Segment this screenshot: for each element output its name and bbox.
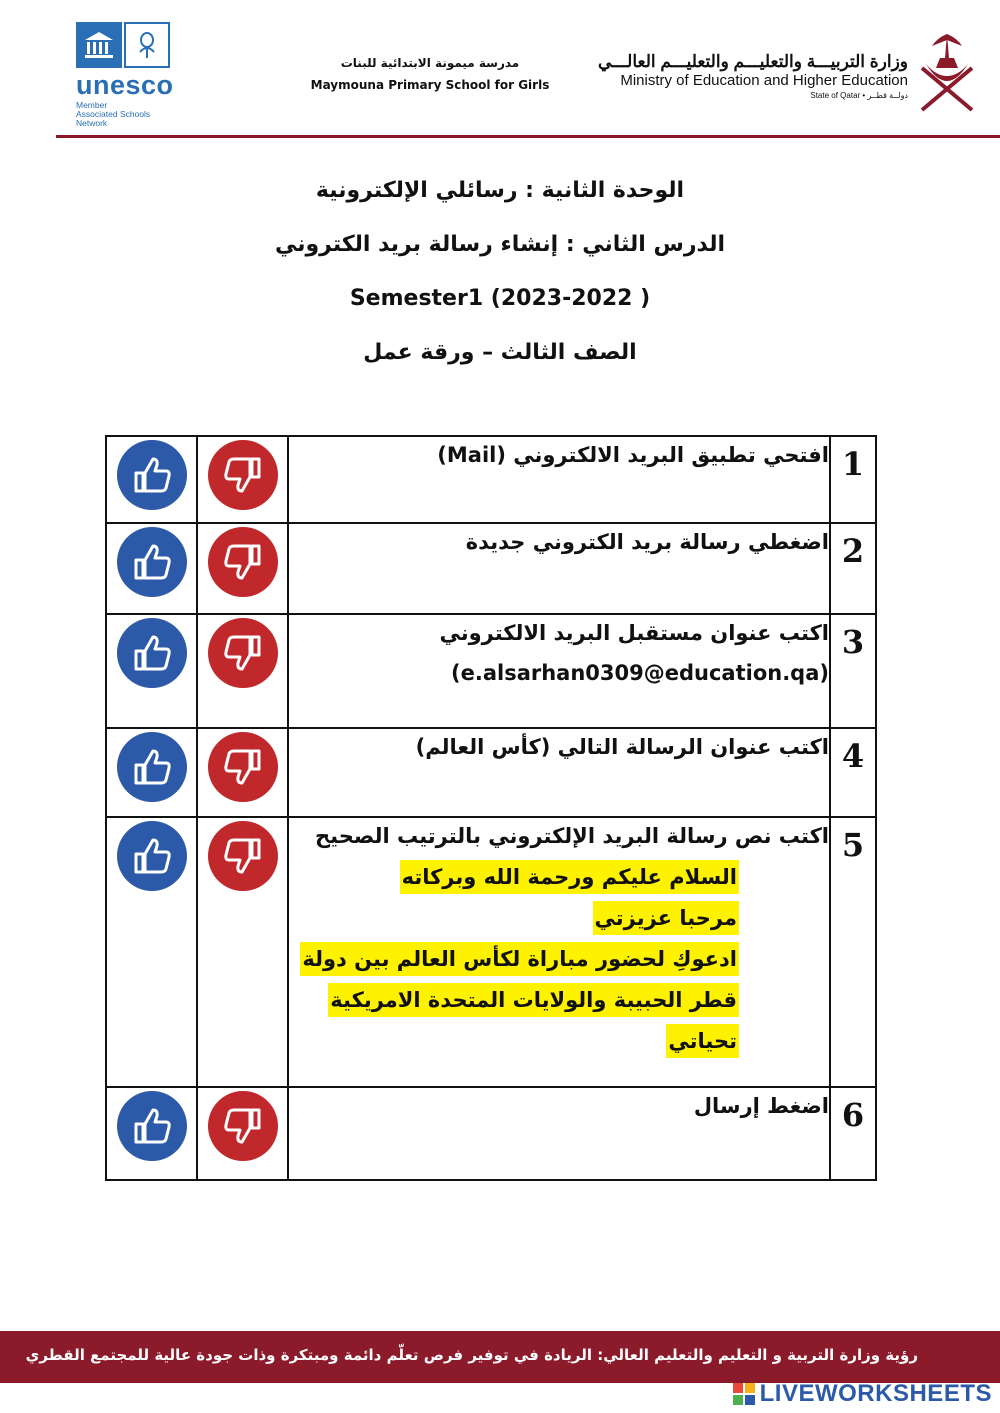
grade-title: الصف الثالث – ورقة عمل [363,340,637,365]
torch-icon [124,22,170,68]
unesco-sub-2: Associated Schools [76,109,151,119]
thumbs-down-icon[interactable] [208,618,278,688]
step-text-4: اكتب عنوان الرسالة التالي (كأس العالم) [415,735,829,759]
qatar-emblem-icon [912,28,982,116]
email-body-lines [289,860,829,1058]
steps-table [105,435,877,1181]
step-text-6: اضغط إرسال [693,1094,829,1118]
email-line-4: قطر الحبيبة والولايات المتحدة الامريكية [328,983,739,1017]
unesco-logo [76,22,176,132]
liveworksheets-name: LIVEWORKSHEETS [759,1380,992,1407]
state-label: State of Qatar • دولــة قطــر [810,91,908,100]
step-text-2: اضغطي رسالة بريد الكتروني جديدة [465,530,829,554]
unesco-sub-1: Member [76,100,108,110]
school-name-en: Maymouna Primary School for Girls [310,78,550,92]
step-number-1: 1 [841,445,865,483]
step-text-3: اكتب عنوان مستقبل البريد الالكتروني [439,621,829,645]
ministry-name-en: Ministry of Education and Higher Education [620,72,908,89]
step-row-6 [106,1087,876,1180]
liveworksheets-logo-icon [732,1382,756,1406]
footer-bar [0,1331,1000,1383]
temple-icon [76,22,122,68]
email-line-3: ادعوكِ لحضور مباراة لكأس العالم بين دولة [300,942,739,976]
thumbs-up-icon[interactable] [117,821,187,891]
thumbs-up-icon[interactable] [117,527,187,597]
lesson-title: الدرس الثاني : إنشاء رسالة بريد الكتروني [274,232,726,257]
step-number-4: 4 [841,737,865,775]
header-rule [56,135,1000,138]
step-row-2 [106,523,876,614]
email-line-2: مرحبا عزيزتي [593,901,739,935]
recipient-email: (e.alsarhan0309@education.qa) [451,661,829,685]
step-number-3: 3 [841,623,865,661]
thumbs-down-icon[interactable] [208,1091,278,1161]
step-row-3 [106,614,876,728]
step-row-5 [106,817,876,1087]
thumbs-down-icon[interactable] [208,821,278,891]
ministry-name-ar: وزارة التربيـــة والتعليـــم والتعليـــم العالـــي [598,52,908,71]
step-row-4 [106,728,876,817]
thumbs-up-icon[interactable] [117,1091,187,1161]
school-name [300,56,560,92]
school-name-ar: مدرسة ميمونة الابتدائية للبنات [340,56,520,70]
semester-title: Semester1 (2023-2022 ) [349,286,651,311]
step-number-2: 2 [841,532,865,570]
thumbs-up-icon[interactable] [117,440,187,510]
unesco-word: unesco [76,70,174,100]
thumbs-down-icon[interactable] [208,440,278,510]
step-number-5: 5 [841,826,865,864]
unesco-sub-3: Network [76,118,108,128]
step-row-1 [106,436,876,523]
unit-title: الوحدة الثانية : رسائلي الإلكترونية [315,178,685,203]
email-line-5: تحياتي [666,1024,739,1058]
ministry-name [598,52,908,100]
thumbs-up-icon[interactable] [117,618,187,688]
thumbs-up-icon[interactable] [117,732,187,802]
ministry-vision: رؤية وزارة التربية و التعليم والتعليم العالي: الريادة في توفير فرص تعلّم دائمة ومبتكرة وذات جودة عالية للمجتمع القطري [25,1346,918,1364]
step-text-5: اكتب نص رسالة البريد الإلكتروني بالترتيب الصحيح [315,824,829,848]
step-text-1: افتحي تطبيق البريد الالكتروني (Mail) [437,443,829,467]
thumbs-down-icon[interactable] [208,527,278,597]
email-line-1: السلام عليكم ورحمة الله وبركاته [400,860,739,894]
liveworksheets-brand [732,1380,992,1408]
step-number-6: 6 [841,1096,865,1134]
thumbs-down-icon[interactable] [208,732,278,802]
